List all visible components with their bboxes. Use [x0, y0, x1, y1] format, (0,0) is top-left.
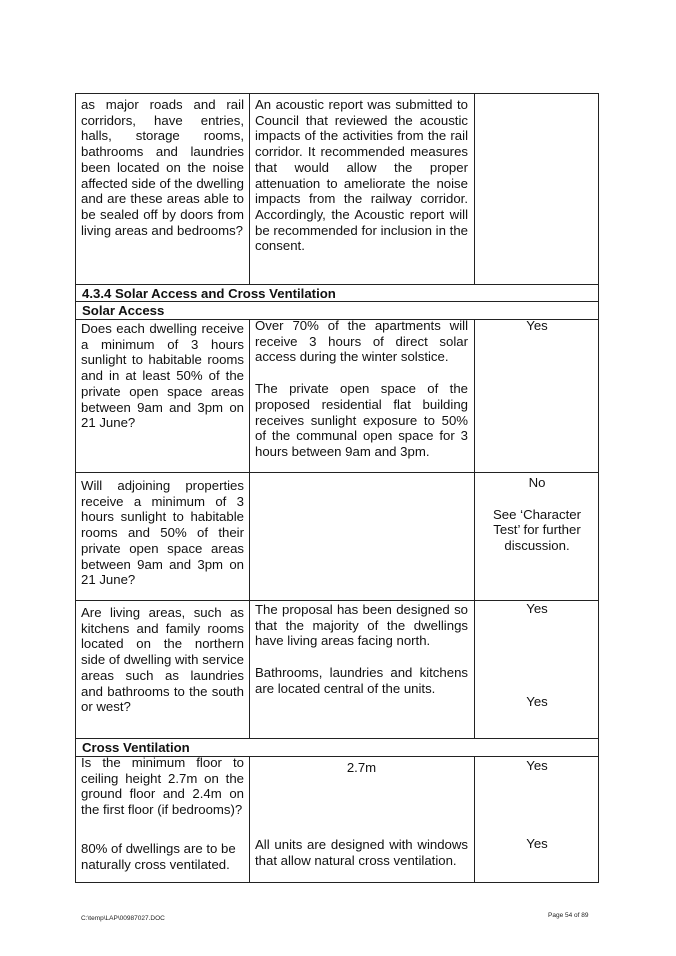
footer-file-path: C:\temp\LAP\00987027.DOC [81, 915, 165, 922]
cross1-response: 2.7m [346, 760, 377, 775]
solar3-response [255, 602, 468, 697]
column-divider [249, 94, 250, 284]
noise-question: as major roads and rail corridors, have entries, halls, storage rooms, bathrooms and laundries been located on the noise affected side of the dwelling and are these areas able to be sealed off by doors from living areas and bedrooms? [81, 97, 244, 238]
solar3-compliance-a: Yes [526, 601, 548, 616]
cross2-question: 80% of dwellings are to be naturally cross ventilated. [81, 841, 236, 872]
solar2-compliance-value: No [528, 475, 546, 490]
column-divider [249, 319, 250, 738]
footer-page-number: Page 54 of 89 [548, 912, 589, 919]
solar2-question: Will adjoining properties receive a minimum of 3 hours sunlight to habitable rooms and 50% of their private open space areas between 9am and 3pm on 21 June? [81, 478, 244, 588]
solar3-compliance-b: Yes [526, 694, 548, 709]
assessment-table [75, 93, 599, 883]
solar1-compliance: Yes [526, 318, 548, 333]
solar2-compliance-note: See ‘Character Test’ for further discussion. [493, 506, 581, 554]
row-divider [76, 472, 598, 473]
solar-access-heading: Solar Access [82, 303, 165, 318]
row-divider [76, 284, 598, 285]
cross1-compliance: Yes [526, 758, 548, 773]
cross1-question: Is the minimum floor to ceiling height 2.7m on the ground floor and 2.4m on the first floor (if bedrooms)? [81, 755, 244, 818]
column-divider [474, 756, 475, 883]
solar2-compliance [480, 475, 594, 554]
column-divider [474, 94, 475, 284]
solar1-question: Does each dwelling receive a minimum of 3 hours sunlight to habitable rooms and in at least 50% of the private open space areas between 9am and 3pm on 21 June? [81, 321, 244, 431]
noise-response: An acoustic report was submitted to Council that reviewed the acoustic impacts of the activities from the rail corridor. It recommended measures that would allow the proper attenuation to ameliorate the noise impacts from the railway corridor. Accordingly, the Acoustic report will be recommended for inclusion in the consent. [255, 97, 468, 254]
section-heading: 4.3.4 Solar Access and Cross Ventilation [82, 286, 336, 301]
row-divider [76, 301, 598, 302]
solar1-response-b: The private open space of the proposed residential flat building receives sunlight exposure to 50% of the communal open space for 3 hours between 9am and 3pm. [255, 381, 468, 459]
cross2-compliance: Yes [526, 836, 548, 851]
solar1-response [255, 318, 468, 460]
column-divider [474, 319, 475, 738]
cross2-response: All units are designed with windows that allow natural cross ventilation. [255, 837, 468, 868]
solar3-question: Are living areas, such as kitchens and family rooms located on the northern side of dwelling with service areas such as laundries and bathrooms to the south or west? [81, 605, 244, 715]
solar1-response-a: Over 70% of the apartments will receive 3 hours of direct solar access during the winter solstice. [255, 318, 468, 365]
solar3-response-b: Bathrooms, laundries and kitchens are located central of the units. [255, 665, 468, 696]
row-divider [76, 738, 598, 739]
cross-ventilation-heading: Cross Ventilation [82, 740, 190, 755]
solar3-response-a: The proposal has been designed so that the majority of the dwellings have living areas facing north. [255, 602, 468, 649]
